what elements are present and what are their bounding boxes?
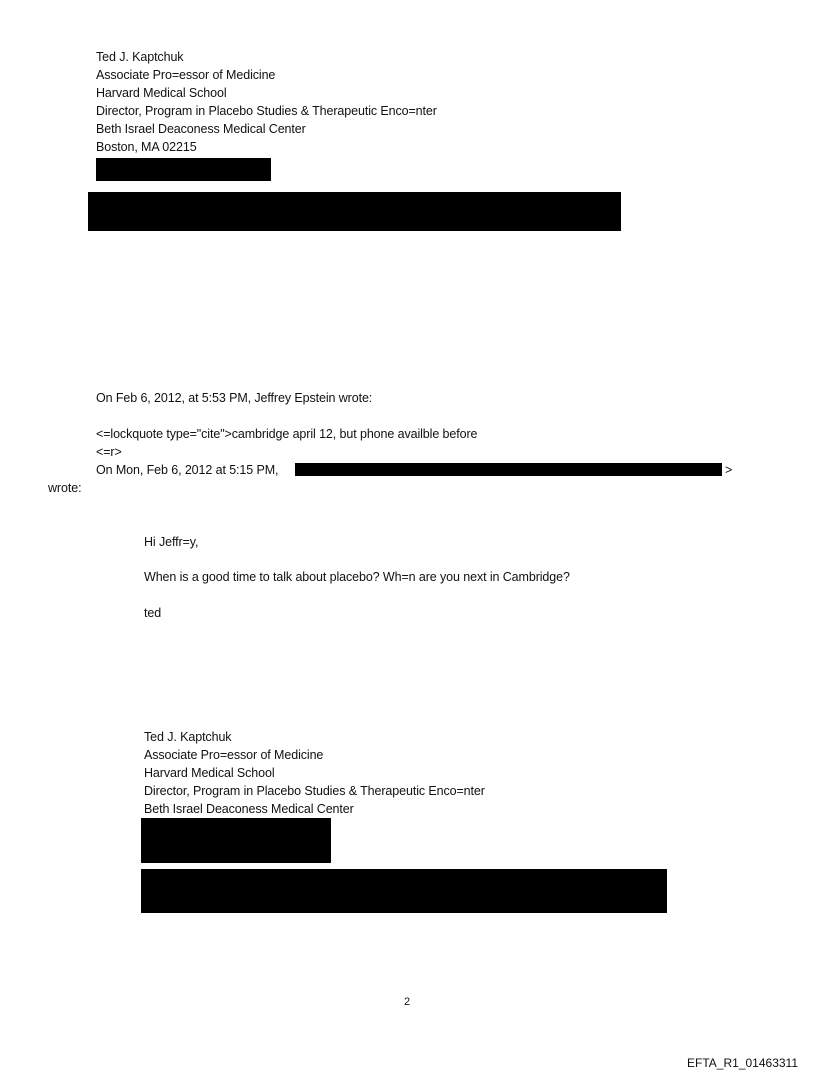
original-header-suffix: >	[725, 463, 733, 477]
signature-bottom-center: Beth Israel Deaconess Medical Center	[144, 802, 354, 816]
break-line: <=r>	[96, 445, 122, 459]
quote-line: <=lockquote type="cite">cambridge april 12, but phone availble before	[96, 427, 478, 441]
signature-top-center: Beth Israel Deaconess Medical Center	[96, 122, 306, 136]
page-number: 2	[404, 996, 411, 1008]
signature-top-title: Associate Pro=essor of Medicine	[96, 68, 276, 82]
signature-bottom-director: Director, Program in Placebo Studies & Therapeutic Enco=nter	[144, 784, 485, 798]
signature-top-director: Director, Program in Placebo Studies & Therapeutic Enco=nter	[96, 104, 437, 118]
signature-bottom-title: Associate Pro=essor of Medicine	[144, 748, 324, 762]
signature-bottom-school: Harvard Medical School	[144, 766, 275, 780]
reply-header: On Feb 6, 2012, at 5:53 PM, Jeffrey Epstein wrote:	[96, 391, 373, 405]
signature-top-name: Ted J. Kaptchuk	[96, 50, 184, 64]
redaction-box	[96, 158, 271, 181]
signature-top-city: Boston, MA 02215	[96, 140, 197, 154]
message-body: When is a good time to talk about placebo? Wh=n are you next in Cambridge?	[144, 570, 570, 584]
redaction-box	[141, 869, 667, 913]
redaction-box	[141, 818, 331, 863]
wrote-label: wrote:	[48, 481, 82, 495]
signature-top-school: Harvard Medical School	[96, 86, 227, 100]
message-sign-off: ted	[144, 606, 162, 620]
signature-bottom-name: Ted J. Kaptchuk	[144, 730, 232, 744]
document-id: EFTA_R1_01463311	[687, 1056, 798, 1070]
redaction-box	[295, 463, 722, 476]
message-greeting: Hi Jeffr=y,	[144, 535, 199, 549]
redaction-box	[88, 192, 621, 231]
original-header-prefix: On Mon, Feb 6, 2012 at 5:15 PM,	[96, 463, 279, 477]
